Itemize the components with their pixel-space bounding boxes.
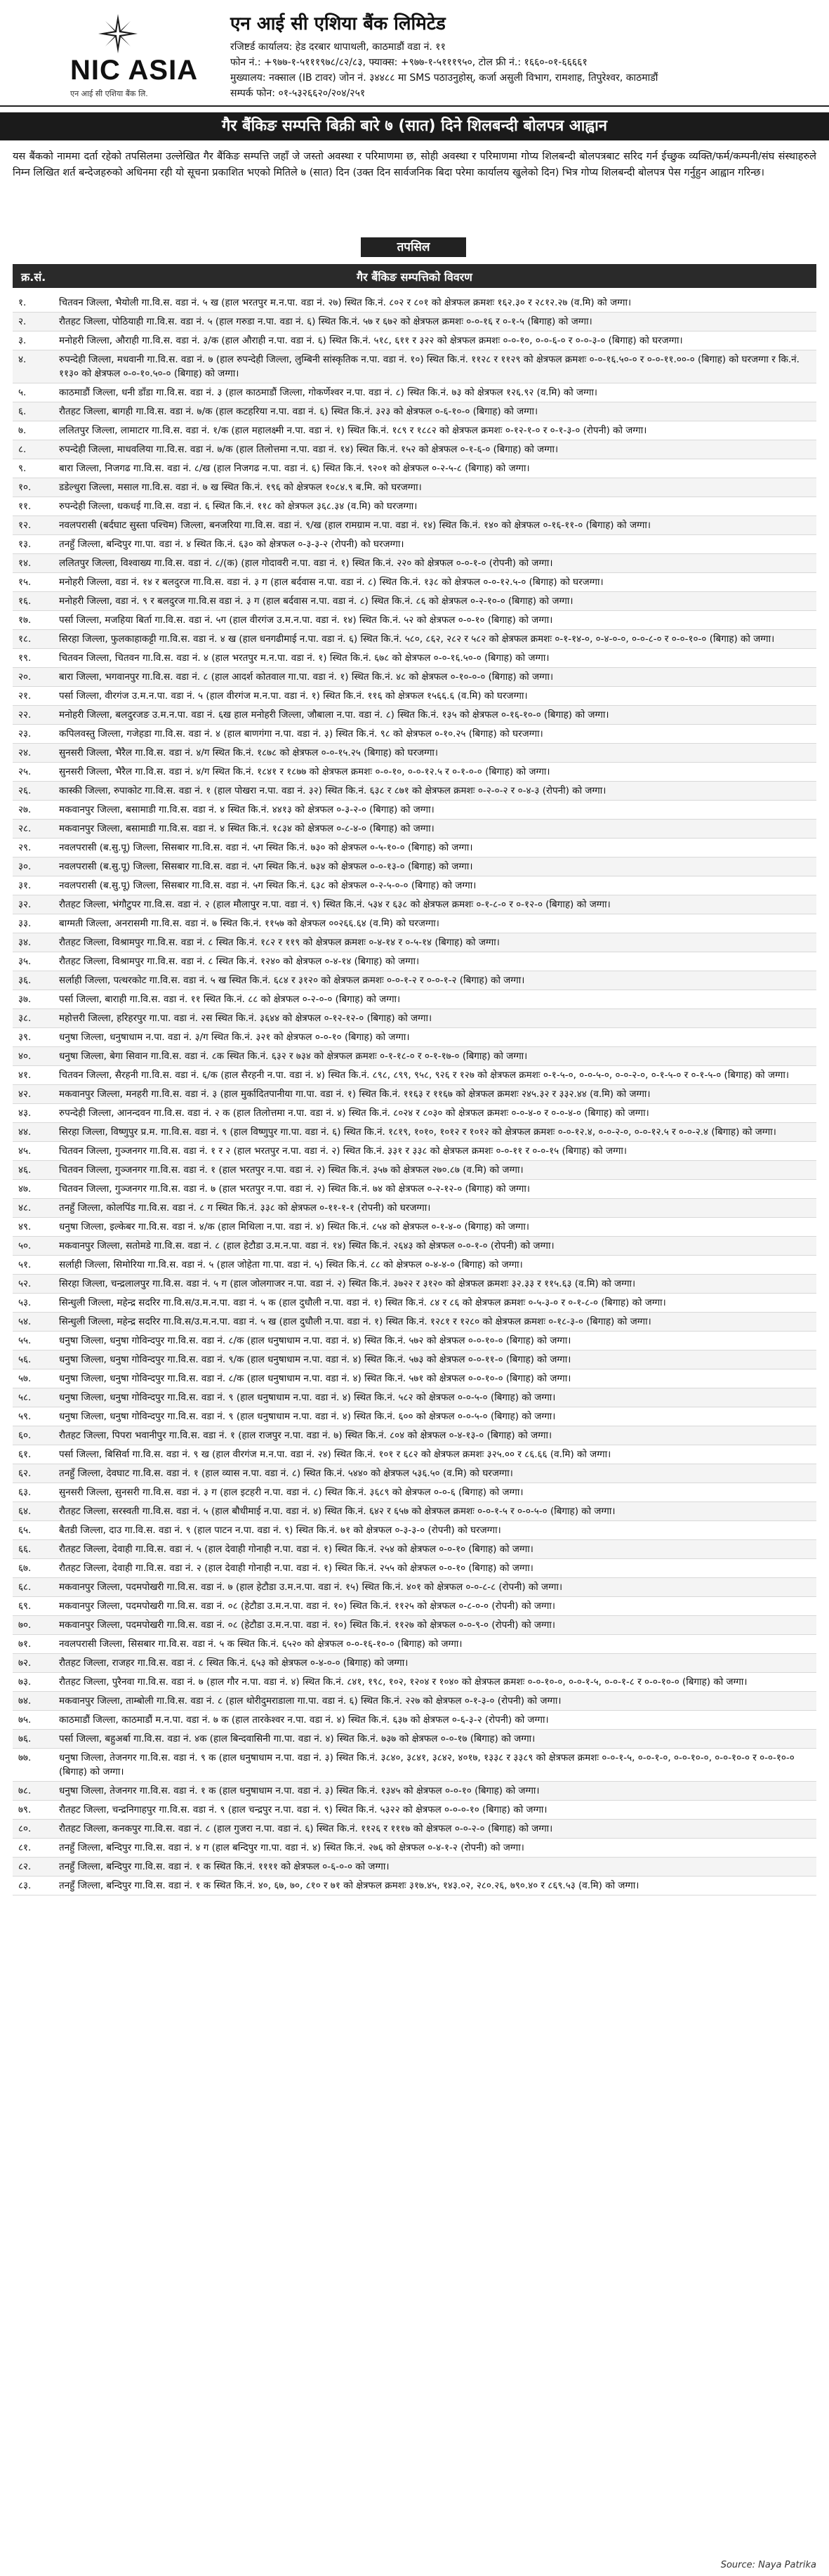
row-serial-number: ६०. bbox=[18, 1430, 32, 1441]
row-serial-number: ७०. bbox=[18, 1619, 32, 1631]
row-serial-number: ४१. bbox=[18, 1070, 32, 1081]
row-property-description: रुपन्देही जिल्ला, आनन्दवन गा.वि.स. वडा नं. २ क (हाल तिलोत्तमा न.पा. वडा नं. ४) स्थित कि.नं. ८०२४ र ८०३० को क्षेत्रफल क्रमशः ०-०-४-० र ०-०-४-० (बिगाह) को जग्गा। bbox=[59, 1108, 649, 1119]
row-serial-number: ७२. bbox=[18, 1657, 32, 1669]
table-row bbox=[13, 1877, 816, 1895]
row-serial-number: ४९. bbox=[18, 1221, 32, 1233]
row-property-description: रौतहट जिल्ला, पुरैनवा गा.वि.स. वडा नं. ७ (हाल गौर न.पा. वडा नं. ४) स्थित कि.नं. ८४१, १९८, १०२, १२०४ र १०४० को क्षेत्रफल क्रमशः ०-०-१०-०, ०-०-१-५, ०-०-१-८ र ०-०-१०-० (बिगाह) को जग्गा। bbox=[59, 1676, 748, 1688]
table-row bbox=[13, 706, 816, 725]
row-serial-number: ५६. bbox=[18, 1354, 32, 1365]
table-row bbox=[13, 1635, 816, 1654]
row-property-description: मकवानपुर जिल्ला, पदमपोखरी गा.वि.स. वडा नं. ०८ (हेटौडा उ.म.न.पा. वडा नं. १०) स्थित कि.नं. ११२७ को क्षेत्रफल ०-०-९-० (रोपनी) को जग्गा। bbox=[59, 1619, 556, 1631]
table-row bbox=[13, 1180, 816, 1199]
row-property-description: चितवन जिल्ला, गुञ्जनगर गा.वि.स. वडा नं. ७ (हाल भरतपुर न.पा. वडा नं. २) स्थित कि.नं. ७४ को क्षेत्रफल ०-२-१२-० (बिगाह) को जग्गा। bbox=[59, 1183, 530, 1195]
logo-subtitle: एन आई सी एशिया बैंक लि. bbox=[70, 89, 148, 98]
table-row bbox=[13, 1654, 816, 1673]
row-property-description: धनुषा जिल्ला, धनुषा गोविन्दपुर गा.वि.स. वडा नं. ९ (हाल धनुषाधाम न.पा. वडा नं. ४) स्थित कि.नं. ५८२ को क्षेत्रफल ०-०-५-० (बिगाह) को जग्गा। bbox=[59, 1392, 556, 1403]
phone-line: फोन नं.: +९७७-१-५१११९७८/८२/८३, फ्याक्स: +९७७-१-५१११९५०, टोल फ्री नं.: १६६०-०१-६६६६१ bbox=[230, 57, 588, 68]
table-row bbox=[13, 895, 816, 914]
table-row bbox=[13, 1730, 816, 1749]
row-property-description: रुपन्देही जिल्ला, धकधई गा.वि.स. वडा नं. ६ स्थित कि.नं. ११८ को क्षेत्रफल ३६८.३४ (व.मि) को घरजग्गा। bbox=[59, 501, 418, 512]
table-row bbox=[13, 801, 816, 820]
table-row bbox=[13, 478, 816, 497]
table-row bbox=[13, 1237, 816, 1256]
row-serial-number: ५१. bbox=[18, 1259, 32, 1270]
row-property-description: रौतहट जिल्ला, राजहर गा.वि.स. वडा नं. ८ स्थित कि.नं. ६५३ को क्षेत्रफल ०-४-०-० (बिगाह) को जग्गा। bbox=[59, 1657, 409, 1669]
row-property-description: तनहुँ जिल्ला, देवघाट गा.वि.स. वडा नं. १ (हाल व्यास न.पा. वडा नं. ८) स्थित कि.नं. ५४४० को क्षेत्रफल ५३६.५० (व.मि) को घरजग्गा। bbox=[59, 1468, 513, 1479]
row-serial-number: ६६. bbox=[18, 1544, 32, 1555]
row-serial-number: २८. bbox=[18, 823, 32, 834]
row-property-description: पर्सा जिल्ला, बाराही गा.वि.स. वडा नं. ११ स्थित कि.नं. ८८ को क्षेत्रफल ०-२-०-० (बिगाह) को जग्गा। bbox=[59, 994, 401, 1005]
table-row bbox=[13, 1711, 816, 1730]
row-property-description: नवलपरासी (ब.सु.पू) जिल्ला, सिसबार गा.वि.स. वडा नं. ५ग स्थित कि.नं. ६३८ को क्षेत्रफल ०-२-५-०-० (बिगाह) को जग्गा। bbox=[59, 880, 477, 891]
table-row bbox=[13, 1801, 816, 1820]
table-row bbox=[13, 1540, 816, 1559]
table-row bbox=[13, 573, 816, 592]
row-serial-number: ३५. bbox=[18, 956, 32, 967]
table-row bbox=[13, 383, 816, 402]
row-serial-number: ६३. bbox=[18, 1487, 32, 1498]
row-serial-number: ३६. bbox=[18, 975, 32, 986]
row-serial-number: ५३. bbox=[18, 1297, 32, 1308]
row-serial-number: ३४. bbox=[18, 937, 32, 948]
row-serial-number: २५. bbox=[18, 766, 32, 777]
row-serial-number: ३८. bbox=[18, 1013, 32, 1024]
row-serial-number: २९. bbox=[18, 842, 32, 853]
row-property-description: रुपन्देही जिल्ला, माधवलिया गा.वि.स. वडा नं. ७/क (हाल तिलोत्तमा न.पा. वडा नं. १४) स्थित कि.नं. १५२ को क्षेत्रफल ०-१-६-० (बिगाह) को जग्गा। bbox=[59, 444, 559, 455]
row-property-description: सिन्धुली जिल्ला, महेन्द्र सदरिर गा.वि.स/उ.म.न.पा. वडा नं. ५ क (हाल दुधौली न.पा. वडा नं. १) स्थित कि.नं. ८४ र ८६ को क्षेत्रफल क्रमशः ०-५-३-० र ०-१-८-० (बिगाह) को जग्गा। bbox=[59, 1297, 666, 1308]
row-property-description: रौतहट जिल्ला, कनकपुर गा.वि.स. वडा नं. ८ (हाल गुजरा न.पा. वडा नं. ६) स्थित कि.नं. ११२६ र १११७ को क्षेत्रफल ०-०-२-० (बिगाह) को जग्गा। bbox=[59, 1823, 553, 1834]
row-property-description: काठमाडौं जिल्ला, काठमाडौं म.न.पा. वडा नं. ७ क (हाल तारकेश्वर न.पा. वडा नं. ४) स्थित कि.नं. ६३७ को क्षेत्रफल ०-६-३-२ (रोपनी) को जग्गा। bbox=[59, 1714, 549, 1726]
row-property-description: बारा जिल्ला, भगवानपुर गा.वि.स. वडा नं. ८ (हाल आदर्श कोतवाल गा.पा. वडा नं. १) स्थित कि.नं. ४८ को क्षेत्रफल ०-१०-०-० (बिगाह) को जग्गा। bbox=[59, 671, 554, 683]
table-row bbox=[13, 744, 816, 763]
table-row bbox=[13, 1502, 816, 1521]
row-serial-number: ७३. bbox=[18, 1676, 32, 1688]
table-row bbox=[13, 857, 816, 876]
row-serial-number: ४०. bbox=[18, 1051, 32, 1062]
row-property-description: बाग्मती जिल्ला, अनरासमी गा.वि.स. वडा नं. ७ स्थित कि.नं. ११५७ को क्षेत्रफल ००२६६.६४ (व.मि) को घरजग्गा। bbox=[59, 918, 439, 929]
row-property-description: तनहुँ जिल्ला, कोलपिंड गा.वि.स. वडा नं. ८ ग स्थित कि.नं. ३३८ को क्षेत्रफल ०-११-१-१ (रोपनी) को घरजग्गा। bbox=[59, 1202, 431, 1214]
row-property-description: धनुषा जिल्ला, बेगा सिवान गा.वि.स. वडा नं. ८क स्थित कि.नं. ६३२ र ७३४ को क्षेत्रफल क्रमशः ०-१-१८-० र ०-१-१७-० (बिगाह) को जग्गा। bbox=[59, 1051, 528, 1062]
table-row bbox=[13, 1483, 816, 1502]
row-serial-number: ७१. bbox=[18, 1638, 32, 1650]
row-serial-number: ३३. bbox=[18, 918, 32, 929]
row-property-description: चितवन जिल्ला, गुञ्जनगर गा.वि.स. वडा नं. १ (हाल भरतपुर न.पा. वडा नं. २) स्थित कि.नं. ३५७ को क्षेत्रफल २७०.८७ (व.मि) को जग्गा। bbox=[59, 1164, 524, 1176]
row-serial-number: २०. bbox=[18, 671, 32, 683]
table-row bbox=[13, 933, 816, 952]
table-row bbox=[13, 611, 816, 630]
table-row bbox=[13, 1521, 816, 1540]
row-property-description: चितवन जिल्ला, भैयोली गा.वि.स. वडा नं. ५ ख (हाल भरतपुर म.न.पा. वडा नं. २७) स्थित कि.नं. ८०२ र ८०१ को क्षेत्रफल क्रमशः १६२.३० र २८१२.२७ (व.मि) को जग्गा। bbox=[59, 297, 632, 308]
row-property-description: तनहुँ जिल्ला, बन्दिपुर गा.वि.स. वडा नं. ४ ग (हाल बन्दिपुर गा.पा. वडा नं. ४) स्थित कि.नं. २७६ को क्षेत्रफल ०-४-१-२ (रोपनी) को जग्गा। bbox=[59, 1842, 524, 1853]
row-property-description: नवलपरासी जिल्ला, सिसबार गा.वि.स. वडा नं. ५ क स्थित कि.नं. ६५२० को क्षेत्रफल ०-०-१६-१०-० (बिगाह) को जग्गा। bbox=[59, 1638, 463, 1650]
row-property-description: मनोहरी जिल्ला, वडा नं. ९ र बलदुरज गा.वि.स वडा नं. ३ ग (हाल बर्दवास न.पा. वडा नं. ८) स्थित कि.नं. ८६ को क्षेत्रफल ०-२-१०-० (बिगाह) को जग्गा। bbox=[59, 596, 573, 607]
row-property-description: मकवानपुर जिल्ला, ताम्बोली गा.वि.स. वडा नं. ८ (हाल थोरीदुमराडाला गा.पा. वडा नं. ६) स्थित कि.नं. २२७ को क्षेत्रफल ०-१-३-० (रोपनी) को जग्गा। bbox=[59, 1695, 562, 1707]
column-header-serial: क्र.सं. bbox=[21, 270, 46, 284]
row-serial-number: ७९. bbox=[18, 1804, 32, 1815]
row-serial-number: ७. bbox=[18, 425, 27, 436]
row-serial-number: २२. bbox=[18, 709, 32, 721]
row-property-description: धनुषा जिल्ला, धनुषा गोविन्दपुर गा.वि.स. वडा नं. ९ (हाल धनुषाधाम न.पा. वडा नं. ४) स्थित कि.नं. ६०० को क्षेत्रफल ०-०-५-० (बिगाह) को जग्गा। bbox=[59, 1411, 556, 1422]
row-serial-number: ५४. bbox=[18, 1316, 32, 1327]
schedule-label: तपसिल bbox=[361, 237, 466, 257]
row-serial-number: २१. bbox=[18, 690, 32, 702]
row-property-description: नवलपरासी (बर्दघाट सुस्ता पश्चिम) जिल्ला, बनजरिया गा.वि.स. वडा नं. ९/ख (हाल रामग्राम न.पा. वडा नं. १४) स्थित कि.नं. १४० को क्षेत्रफल ०-१६-११-० (बिगाह) को जग्गा। bbox=[59, 520, 651, 531]
row-serial-number: ५८. bbox=[18, 1392, 32, 1403]
table-row bbox=[13, 313, 816, 331]
row-serial-number: ६७. bbox=[18, 1563, 32, 1574]
row-serial-number: ५. bbox=[18, 387, 27, 398]
row-property-description: मनोहरी जिल्ला, बलदुरजङ उ.म.न.पा. वडा नं. ६ख हाल मनोहरी जिल्ला, जौबाला न.पा. वडा नं. ८) स्थित कि.नं. १३५ को क्षेत्रफल ०-१६-१०-० (बिगाह) को जग्गा। bbox=[59, 709, 609, 721]
row-serial-number: ७७. bbox=[18, 1752, 32, 1763]
table-row bbox=[13, 1199, 816, 1218]
row-property-description: सर्लाही जिल्ला, सिमोरिया गा.वि.स. वडा नं. ५ (हाल जोहेता गा.पा. वडा नं. ५) स्थित कि.नं. ८८ को क्षेत्रफल ०-४-४-० (बिगाह) को जग्गा। bbox=[59, 1259, 523, 1270]
table-row bbox=[13, 402, 816, 421]
row-property-description: पर्सा जिल्ला, बिसिर्वा गा.वि.स. वडा नं. ९ ख (हाल वीरगंज म.न.पा. वडा नं. २४) स्थित कि.नं. १०१ र ६८२ को क्षेत्रफल क्रमशः ३२५.०० र ८६.६६ (व.मि) को जग्गा। bbox=[59, 1449, 611, 1460]
notice-title: गैर बैंकिङ सम्पत्ति बिक्री बारे ७ (सात) दिने शिलबन्दी बोलपत्र आह्वान bbox=[0, 112, 829, 140]
row-property-description: रौतहट जिल्ला, पोठियाही गा.वि.स. वडा नं. ५ (हाल गरुडा न.पा. वडा नं. ६) स्थित कि.नं. ५७ र ६७२ को क्षेत्रफल क्रमशः ०-०-१६ र ०-१-५ (बिगाह) को जग्गा। bbox=[59, 316, 592, 327]
table-row bbox=[13, 725, 816, 744]
row-property-description: सिन्धुली जिल्ला, महेन्द्र सदरिर गा.वि.स/उ.म.न.पा. वडा नं. ५ ख (हाल दुधौली न.पा. वडा नं. १) स्थित कि.नं. १२८१ र १२८० को क्षेत्रफल क्रमशः ०-१८-३-० (बिगाह) को जग्गा। bbox=[59, 1316, 651, 1327]
table-row bbox=[13, 1047, 816, 1066]
row-serial-number: ६४. bbox=[18, 1506, 32, 1517]
row-serial-number: ३०. bbox=[18, 861, 32, 872]
table-row bbox=[13, 1559, 816, 1578]
row-property-description: धनुषा जिल्ला, धनुषा गोविन्दपुर गा.वि.स. वडा नं. ८/क (हाल धनुषाधाम न.पा. वडा नं. ४) स्थित कि.नं. ५७१ को क्षेत्रफल ०-०-१०-० (बिगाह) को जग्गा। bbox=[59, 1373, 571, 1384]
row-property-description: सिरहा जिल्ला, विष्णुपुर प्र.म. गा.वि.स. वडा नं. ९ (हाल विष्णुपुर गा.पा. वडा नं. ६) स्थित कि.नं. १८१९, १०१०, १०१२ र १०१२ को क्षेत्रफल क्रमशः ०-०-१२.४, ०-०-२-०, ०-०-१२.५ र ०-०-२.४ (बिगाह) को जग्गा। bbox=[59, 1126, 776, 1138]
row-property-description: मकवानपुर जिल्ला, मनहरी गा.वि.स. वडा नं. ३ (हाल मुर्कादितपानीया गा.पा. वडा नं. १) स्थित कि.नं. ११६३ र ११६७ को क्षेत्रफल क्रमशः २४५.३२ र ३३२.४४ (व.मि) को जग्गा। bbox=[59, 1089, 651, 1100]
row-serial-number: १९. bbox=[18, 652, 32, 664]
row-serial-number: ८१. bbox=[18, 1842, 32, 1853]
star-logo-icon bbox=[97, 13, 139, 55]
table-row bbox=[13, 1839, 816, 1858]
contact-line: सम्पर्क फोन: ०१-५३२६६२०/२०४/२५१ bbox=[230, 88, 366, 99]
table-row bbox=[13, 1332, 816, 1351]
table-row bbox=[13, 782, 816, 801]
table-row bbox=[13, 1009, 816, 1028]
table-row bbox=[13, 1820, 816, 1839]
row-property-description: मकवानपुर जिल्ला, पदमपोखरी गा.वि.स. वडा नं. ०८ (हेटौडा उ.म.न.पा. वडा नं. १०) स्थित कि.नं. ११२५ को क्षेत्रफल ०-८-०-० (रोपनी) को जग्गा। bbox=[59, 1601, 556, 1612]
table-row bbox=[13, 1692, 816, 1711]
row-property-description: सिरहा जिल्ला, फुलकाहाकट्टी गा.वि.स. वडा नं. ४ ख (हाल धनगढीमाई न.पा. वडा नं. ६) स्थित कि.नं. ५८०, ८६२, २८२ र ५८२ को क्षेत्रफल क्रमशः ०-१-१४-०, ०-४-०-०, ०-०-८-० र ०-०-१०-० (बिगाह) को जग्गा। bbox=[59, 633, 775, 645]
row-property-description: तनहुँ जिल्ला, बन्दिपुर गा.वि.स. वडा नं. १ क स्थित कि.नं. ११११ को क्षेत्रफल ०-६-०-० को जग्गा। bbox=[59, 1861, 390, 1872]
table-row bbox=[13, 687, 816, 706]
row-property-description: पर्सा जिल्ला, बहुअर्बा गा.वि.स. वडा नं. ४क (हाल बिन्दवासिनी गा.पा. वडा नं. ४) स्थित कि.नं. ७३७ को क्षेत्रफल ०-०-१७ (बिगाह) को जग्गा। bbox=[59, 1733, 536, 1744]
row-property-description: सुनसरी जिल्ला, भैरैल गा.वि.स. वडा नं. ४/ग स्थित कि.नं. १८७८ को क्षेत्रफल ०-०-१५.२५ (बिगाह) को घरजग्गा। bbox=[59, 747, 439, 758]
table-row bbox=[13, 1858, 816, 1877]
row-property-description: नवलपरासी (ब.सु.पू) जिल्ला, सिसबार गा.वि.स. वडा नं. ५ग स्थित कि.नं. ७३४ को क्षेत्रफल ०-०-१३-० (बिगाह) को जग्गा। bbox=[59, 861, 473, 872]
row-serial-number: ५५. bbox=[18, 1335, 32, 1346]
row-property-description: डडेल्धुरा जिल्ला, मसाल गा.वि.स. वडा नं. ७ ख स्थित कि.नं. १९६ को क्षेत्रफल १०८४.९ ब.मि. को घरजग्गा। bbox=[59, 482, 422, 493]
table-row bbox=[13, 1388, 816, 1407]
bank-info bbox=[230, 10, 806, 101]
source-credit: Source: Naya Patrika bbox=[720, 2560, 816, 2570]
row-serial-number: ४३. bbox=[18, 1108, 32, 1119]
table-row bbox=[13, 1256, 816, 1275]
table-row bbox=[13, 1104, 816, 1123]
row-serial-number: ४८. bbox=[18, 1202, 32, 1214]
row-serial-number: ४७. bbox=[18, 1183, 32, 1195]
row-property-description: रौतहट जिल्ला, देवाही गा.वि.स. वडा नं. २ (हाल देवाही गोनाही न.पा. वडा नं. १) स्थित कि.नं. २५५ को क्षेत्रफल ०-०-१० (बिगाह) को जग्गा। bbox=[59, 1563, 533, 1574]
row-serial-number: ८३. bbox=[18, 1880, 32, 1891]
table-row bbox=[13, 1445, 816, 1464]
row-serial-number: ३९. bbox=[18, 1032, 32, 1043]
row-property-description: धनुषा जिल्ला, इल्केबर गा.वि.स. वडा नं. ४/क (हाल मिथिला न.पा. वडा नं. ४) स्थित कि.नं. ८५४ को क्षेत्रफल ०-१-४-० (बिगाह) को जग्गा। bbox=[59, 1221, 530, 1233]
row-property-description: तनहुँ जिल्ला, बन्दिपुर गा.वि.स. वडा नं. १ क स्थित कि.नं. ४०, ६७, ७०, ८१० र ७१ को क्षेत्रफल क्रमशः ३१७.४५, १४३.०२, २८०.२६, ७९०.४० र ८६९.५३ (व.मि) को जग्गा। bbox=[59, 1880, 639, 1891]
row-serial-number: १३. bbox=[18, 539, 32, 550]
row-serial-number: ५७. bbox=[18, 1373, 32, 1384]
row-serial-number: ६२. bbox=[18, 1468, 32, 1479]
row-serial-number: ६९. bbox=[18, 1601, 32, 1612]
row-property-description: रौतहट जिल्ला, विश्रामपुर गा.वि.स. वडा नं. ८ स्थित कि.नं. १२४० को क्षेत्रफल ०-४-१४ (बिगाह) को जग्गा। bbox=[59, 956, 420, 967]
table-row bbox=[13, 990, 816, 1009]
department-line: मुख्यालय: नक्साल (IB टावर) जोन नं. ३४४८८ मा SMS पठाउनुहोस्, कर्जा असुली विभाग, रामशाह, तिपुरेश्वर, काठमाडौं bbox=[230, 72, 658, 84]
table-row bbox=[13, 535, 816, 554]
table-row bbox=[13, 294, 816, 313]
table-row bbox=[13, 971, 816, 990]
row-serial-number: ८. bbox=[18, 444, 27, 455]
logo-text: NIC ASIA bbox=[70, 55, 199, 86]
row-property-description: बारा जिल्ला, निजगढ गा.वि.स. वडा नं. ८/ख (हाल निजगढ न.पा. वडा नं. ६) स्थित कि.नं. ९२०१ को क्षेत्रफल ०-२-५-८ (बिगाह) को जग्गा। bbox=[59, 463, 530, 474]
notice-intro: यस बैंकको नाममा दर्ता रहेको तपसिलमा उल्लेखित गैर बैंकिङ सम्पत्ति जहाँ जे जस्तो अवस्था र परिमाणमा छ, सोही अवस्था र परिमाणमा गोप्य शिलबन्दी बोलपत्रबाट सरिद गर्न ईच्छुक व्यक्ति/फर्म/कम्पनी/संघ संस्थाहरुले निम्न लिखित शर्त बन्देजहरुको अधिनमा रही यो सूचना प्रकाशित भएको मितिले ७ (सात) दिन (उक्त दिन सार्वजनिक बिदा परेमा कार्यालय खुलेको दिन) भित्र गोप्य शिलबन्दी बोलपत्र पेस गर्नुहुन आह्वान गरिन्छ। bbox=[13, 151, 816, 178]
table-row bbox=[13, 1123, 816, 1142]
row-property-description: ललितपुर जिल्ला, विश्वाख्य गा.वि.स. वडा नं. ८/(क) (हाल गोदावरी न.पा. वडा नं. १) स्थित कि.नं. २२० को क्षेत्रफल ०-०-१-० (रोपनी) को जग्गा। bbox=[59, 558, 553, 569]
table-row bbox=[13, 350, 816, 383]
row-serial-number: ८०. bbox=[18, 1823, 32, 1834]
table-row bbox=[13, 1578, 816, 1597]
row-property-description: रौतहट जिल्ला, पिपरा भवानीपुर गा.वि.स. वडा नं. १ (हाल राजपुर न.पा. वडा नं. ७) स्थित कि.नं. ८०४ को क्षेत्रफल ०-४-१३-० (बिगाह) को जग्गा। bbox=[59, 1430, 552, 1441]
row-property-description: पर्सा जिल्ला, वीरगंज उ.म.न.पा. वडा नं. ५ (हाल वीरगंज म.न.पा. वडा नं. १) स्थित कि.नं. ११६ को क्षेत्रफल १५६६.६ (व.मि) को घरजग्गा। bbox=[59, 690, 528, 702]
row-serial-number: ४४. bbox=[18, 1126, 32, 1138]
row-property-description: मकवानपुर जिल्ला, पदमपोखरी गा.वि.स. वडा नं. ७ (हाल हेटौडा उ.म.न.पा. वडा नं. १५) स्थित कि.नं. ४०१ को क्षेत्रफल ०-०-८-८ (रोपनी) को जग्गा। bbox=[59, 1582, 563, 1593]
row-serial-number: १६. bbox=[18, 596, 32, 607]
row-serial-number: ३. bbox=[18, 335, 27, 346]
table-row bbox=[13, 459, 816, 478]
row-serial-number: २७. bbox=[18, 804, 32, 815]
table-row bbox=[13, 1616, 816, 1635]
row-serial-number: ७६. bbox=[18, 1733, 32, 1744]
row-property-description: चितवन जिल्ला, सैरहनी गा.वि.स. वडा नं. ६/क (हाल सैरहनी न.पा. वडा नं. ४) स्थित कि.नं. ८९८, ८९९, ९५८, ९२६ र १२७ को क्षेत्रफल क्रमशः ०-१-५-०, ०-०-५-०, ०-०-२-०, ०-१-५-० र ०-१-५-० (बिगाह) को जग्गा। bbox=[59, 1070, 789, 1081]
table-row bbox=[13, 763, 816, 782]
table-header bbox=[13, 264, 816, 288]
table-row bbox=[13, 668, 816, 687]
row-serial-number: ५९. bbox=[18, 1411, 32, 1422]
row-serial-number: २. bbox=[18, 316, 27, 327]
office-address: रजिष्टर्ड कार्यालय: हेड दरबार थापाथली, काठमाडौं वडा नं. ११ bbox=[230, 41, 446, 53]
row-property-description: धनुषा जिल्ला, तेजनगर गा.वि.स. वडा नं. १ क (हाल धनुषाधाम न.पा. वडा नं. ३) स्थित कि.नं. १३४५ को क्षेत्रफल ०-०-१० (बिगाह) को जग्गा। bbox=[59, 1785, 540, 1796]
table-row bbox=[13, 1351, 816, 1369]
row-serial-number: १०. bbox=[18, 482, 32, 493]
row-property-description: रुपन्देही जिल्ला, मधवानी गा.वि.स. वडा नं. ७ (हाल रुपन्देही जिल्ला, लुम्बिनी सांस्कृतिक न.पा. वडा नं. १०) स्थित कि.नं. ११२८ र ११२९ को क्षेत्रफल क्रमशः ०-०-१६.५०-० र ०-०-११.००-० (बिगाह) को घरजग्गा र कि.नं. ११३० को क्षेत्रफल ०-०-१०.५०-० (बिगाह) को जग्गा। bbox=[59, 354, 800, 379]
row-serial-number: ४. bbox=[18, 354, 27, 365]
property-list bbox=[13, 294, 816, 1895]
row-serial-number: ६. bbox=[18, 406, 27, 417]
table-row bbox=[13, 1028, 816, 1047]
table-row bbox=[13, 1066, 816, 1085]
row-serial-number: ९. bbox=[18, 463, 27, 474]
table-row bbox=[13, 421, 816, 440]
row-serial-number: ७५. bbox=[18, 1714, 32, 1726]
row-serial-number: १८. bbox=[18, 633, 32, 645]
table-row bbox=[13, 649, 816, 668]
row-serial-number: २४. bbox=[18, 747, 32, 758]
row-serial-number: ७४. bbox=[18, 1695, 32, 1707]
table-row bbox=[13, 1673, 816, 1692]
row-serial-number: २३. bbox=[18, 728, 32, 740]
table-row bbox=[13, 331, 816, 350]
table-row bbox=[13, 1085, 816, 1104]
row-serial-number: १७. bbox=[18, 615, 32, 626]
row-property-description: नवलपरासी (ब.सु.पू) जिल्ला, सिसबार गा.वि.स. वडा नं. ५ग स्थित कि.नं. ७३० को क्षेत्रफल ०-५-१०-० (बिगाह) को जग्गा। bbox=[59, 842, 473, 853]
table-row bbox=[13, 1161, 816, 1180]
row-property-description: सर्लाही जिल्ला, पत्थरकोट गा.वि.स. वडा नं. ५ ख स्थित कि.नं. ६८४ र ३१२० को क्षेत्रफल क्रमशः ०-०-१-२ र ०-०-१-२ (बिगाह) को जग्गा। bbox=[59, 975, 525, 986]
table-row bbox=[13, 1313, 816, 1332]
table-row bbox=[13, 516, 816, 535]
row-property-description: सिरहा जिल्ला, चन्द्रलालपुर गा.वि.स. वडा नं. ५ ग (हाल जोलगाजर न.पा. वडा नं. २) स्थित कि.नं. ३७२२ र ३१२० को क्षेत्रफल क्रमशः ३२.३३ र ११५.६३ (व.मि) को जग्गा। bbox=[59, 1278, 636, 1289]
table-row bbox=[13, 1464, 816, 1483]
row-property-description: धनुषा जिल्ला, धनुषा गोविन्दपुर गा.वि.स. वडा नं. ९/क (हाल धनुषाधाम न.पा. वडा नं. ४) स्थित कि.नं. ५७३ को क्षेत्रफल ०-०-११-० (बिगाह) को जग्गा। bbox=[59, 1354, 571, 1365]
row-property-description: रौतहट जिल्ला, देवाही गा.वि.स. वडा नं. ५ (हाल देवाही गोनाही न.पा. वडा नं. १) स्थित कि.नं. २५४ को क्षेत्रफल ०-०-१० (बिगाह) को जग्गा। bbox=[59, 1544, 533, 1555]
row-serial-number: २६. bbox=[18, 785, 32, 796]
table-row bbox=[13, 1218, 816, 1237]
row-property-description: बैतडी जिल्ला, दाउ गा.वि.स. वडा नं. ९ (हाल पाटन न.पा. वडा नं. ९) स्थित कि.नं. ७१ को क्षेत्रफल ०-३-३-० (रोपनी) को घरजग्गा। bbox=[59, 1525, 501, 1536]
row-property-description: महोत्तरी जिल्ला, हरिहरपुर गा.पा. वडा नं. २स स्थित कि.नं. ३६४४ को क्षेत्रफल ०-१२-१२-० (बिगाह) को जग्गा। bbox=[59, 1013, 432, 1024]
table-row bbox=[13, 554, 816, 573]
row-property-description: धनुषा जिल्ला, धनुषा गोविन्दपुर गा.वि.स. वडा नं. ८/क (हाल धनुषाधाम न.पा. वडा नं. ४) स्थित कि.नं. ५७२ को क्षेत्रफल ०-०-१०-० (बिगाह) को जग्गा। bbox=[59, 1335, 571, 1346]
table-row bbox=[13, 592, 816, 611]
table-row bbox=[13, 876, 816, 895]
row-serial-number: ४६. bbox=[18, 1164, 32, 1176]
row-property-description: मकवानपुर जिल्ला, बसामाडी गा.वि.स. वडा नं. ४ स्थित कि.नं. १८३४ को क्षेत्रफल ०-८-४-० (बिगाह) को जग्गा। bbox=[59, 823, 435, 834]
row-property-description: रौतहट जिल्ला, विश्रामपुर गा.वि.स. वडा नं. ८ स्थित कि.नं. १८२ र ११९ को क्षेत्रफल क्रमशः ०-४-१४ र ०-५-१४ (बिगाह) को जग्गा। bbox=[59, 937, 500, 948]
row-property-description: रौतहट जिल्ला, सरस्वती गा.वि.स. वडा नं. ५ (हाल बौधीमाई न.पा. वडा नं. ४) स्थित कि.नं. ६४२ र ६५७ को क्षेत्रफल क्रमशः ०-०-१-५ र ०-०-५-० (बिगाह) को जग्गा। bbox=[59, 1506, 616, 1517]
row-property-description: कपिलवस्तु जिल्ला, गजेहडा गा.वि.स. वडा नं. ४ (हाल बाणगंगा न.पा. वडा नं. ३) स्थित कि.नं. ९८ को क्षेत्रफल ०-१०.२५ (बिगाह) को घरजग्गा। bbox=[59, 728, 543, 740]
row-property-description: मकवानपुर जिल्ला, बसामाडी गा.वि.स. वडा नं. ४ स्थित कि.नं. ४४१३ को क्षेत्रफल ०-३-२-० (बिगाह) को जग्गा। bbox=[59, 804, 435, 815]
table-row bbox=[13, 1426, 816, 1445]
table-row bbox=[13, 630, 816, 649]
row-property-description: मनोहरी जिल्ला, औराही गा.वि.स. वडा नं. ३/क (हाल औराही न.पा. वडा नं. ६) स्थित कि.नं. ५१८, ६११ र ३२२ को क्षेत्रफल क्रमशः ०-०-१०, ०-०-६-० र ०-०-३-० (बिगाह) को घरजग्गा। bbox=[59, 335, 683, 346]
table-row bbox=[13, 1275, 816, 1294]
table-row bbox=[13, 914, 816, 933]
table-row bbox=[13, 440, 816, 459]
row-serial-number: १२. bbox=[18, 520, 32, 531]
row-serial-number: १५. bbox=[18, 577, 32, 588]
row-serial-number: ८२. bbox=[18, 1861, 32, 1872]
row-property-description: धनुषा जिल्ला, तेजनगर गा.वि.स. वडा नं. ९ क (हाल धनुषाधाम न.पा. वडा नं. ३) स्थित कि.नं. ३८४०, ३८४१, ३८४२, ४०१७, १३३८ र ३३८९ को क्षेत्रफल क्रमशः ०-०-१-५, ०-०-१-०, ०-०-१०-०, ०-०-१०-० र ०-०-१०-० (बिगाह) को जग्गा। bbox=[59, 1752, 795, 1777]
row-serial-number: ६५. bbox=[18, 1525, 32, 1536]
row-property-description: ललितपुर जिल्ला, लामाटार गा.वि.स. वडा नं. १/क (हाल महालक्ष्मी न.पा. वडा नं. १) स्थित कि.नं. १८९ र १८८२ को क्षेत्रफल क्रमशः ०-१२-१-० र ०-१-३-० (रोपनी) को जग्गा। bbox=[59, 425, 647, 436]
row-property-description: चितवन जिल्ला, गुञ्जनगर गा.वि.स. वडा नं. १ र २ (हाल भरतपुर न.पा. वडा नं. २) स्थित कि.नं. ३३१ र ३३८ को क्षेत्रफल क्रमशः ०-०-११ र ०-०-१५ (बिगाह) को जग्गा। bbox=[59, 1145, 627, 1157]
table-row bbox=[13, 1369, 816, 1388]
row-serial-number: ५२. bbox=[18, 1278, 32, 1289]
row-property-description: सुनसरी जिल्ला, सुनसरी गा.वि.स. वडा नं. ३ ग (हाल इटहरी न.पा. वडा नं. ८) स्थित कि.नं. ३६८९ को क्षेत्रफल ०-०-६ (बिगाह) को जग्गा। bbox=[59, 1487, 524, 1498]
row-serial-number: ११. bbox=[18, 501, 32, 512]
row-property-description: तनहुँ जिल्ला, बन्दिपुर गा.पा. वडा नं. ४ स्थित कि.नं. ६३० को क्षेत्रफल ०-३-३-२ (रोपनी) को घरजग्गा। bbox=[59, 539, 404, 550]
row-property-description: मनोहरी जिल्ला, वडा नं. १४ र बलदुरज गा.वि.स. वडा नं. ३ ग (हाल बर्दवास न.पा. वडा नं. ८) स्थित कि.नं. १३८ को क्षेत्रफल ०-०-१२.५-० (बिगाह) को घरजग्गा। bbox=[59, 577, 604, 588]
row-property-description: रौतहट जिल्ला, चन्द्रनिगाहपुर गा.वि.स. वडा नं. ९ (हाल चन्द्रपुर न.पा. वडा नं. ९) स्थित कि.नं. ५३२२ को क्षेत्रफल ०-०-०-१० (बिगाह) को जग्गा। bbox=[59, 1804, 548, 1815]
table-row bbox=[13, 952, 816, 971]
row-property-description: रौतहट जिल्ला, बागही गा.वि.स. वडा नं. ७/क (हाल कटहरिया न.पा. वडा नं. ६) स्थित कि.नं. ३२३ को क्षेत्रफल ०-६-१०-० (बिगाह) को जग्गा। bbox=[59, 406, 538, 417]
row-property-description: कास्की जिल्ला, रुपाकोट गा.वि.स. वडा नं. १ (हाल पोखरा न.पा. वडा नं. ३२) स्थित कि.नं. ६३८ र ८७१ को क्षेत्रफल क्रमशः ०-२-०-२ र ०-४-३ (रोपनी) को जग्गा। bbox=[59, 785, 606, 796]
table-row bbox=[13, 1142, 816, 1161]
bank-header bbox=[0, 0, 829, 107]
column-header-description: गैर बैंकिङ सम्पत्तिको विवरण bbox=[357, 270, 472, 284]
table-row bbox=[13, 1294, 816, 1313]
table-row bbox=[13, 839, 816, 857]
row-property-description: सुनसरी जिल्ला, भैरैल गा.वि.स. वडा नं. ४/ग स्थित कि.नं. १८४१ र १८७७ को क्षेत्रफल क्रमशः ०-०-१०, ०-०-१२.५ र ०-१-०-० (बिगाह) को जग्गा। bbox=[59, 766, 550, 777]
row-property-description: पर्सा जिल्ला, मजहिया बिर्ता गा.वि.स. वडा नं. ५ग (हाल वीरगंज उ.म.न.पा. वडा नं. १४) स्थित कि.नं. ५२ को क्षेत्रफल ०-०-१० (बिगाह) को जग्गा। bbox=[59, 615, 553, 626]
row-serial-number: ६१. bbox=[18, 1449, 32, 1460]
row-serial-number: १. bbox=[18, 297, 27, 308]
row-serial-number: ४२. bbox=[18, 1089, 32, 1100]
table-row bbox=[13, 1597, 816, 1616]
table-row bbox=[13, 497, 816, 516]
row-property-description: चितवन जिल्ला, चितवन गा.वि.स. वडा नं. ४ (हाल भरतपुर म.न.पा. वडा नं. १) स्थित कि.नं. ६७८ को क्षेत्रफल ०-०-१६.५०-० (बिगाह) को जग्गा। bbox=[59, 652, 550, 664]
row-property-description: रौतहट जिल्ला, भंगौटुपर गा.वि.स. वडा नं. २ (हाल मौलापुर न.पा. वडा नं. ९) स्थित कि.नं. ५३४ र ६३८ को क्षेत्रफल क्रमशः ०-१-८-० र ०-१२-० (बिगाह) को जग्गा। bbox=[59, 899, 611, 910]
table-row bbox=[13, 1749, 816, 1782]
row-serial-number: ३७. bbox=[18, 994, 32, 1005]
row-serial-number: ३२. bbox=[18, 899, 32, 910]
row-property-description: काठमाडौं जिल्ला, धनी डाँडा गा.वि.स. वडा नं. ३ (हाल काठमाडौं जिल्ला, गोकर्णेश्वर न.पा. वडा नं. ८) स्थित कि.नं. ७३ को क्षेत्रफल १२६.९२ (व.मि) को जग्गा। bbox=[59, 387, 598, 398]
table-row bbox=[13, 820, 816, 839]
row-serial-number: ६८. bbox=[18, 1582, 32, 1593]
row-serial-number: ४५. bbox=[18, 1145, 32, 1157]
table-row bbox=[13, 1407, 816, 1426]
row-property-description: धनुषा जिल्ला, धनुषाधाम न.पा. वडा नं. ३/ग स्थित कि.नं. ३२१ को क्षेत्रफल ०-०-१० (बिगाह) को जग्गा। bbox=[59, 1032, 410, 1043]
row-serial-number: १४. bbox=[18, 558, 32, 569]
table-row bbox=[13, 1782, 816, 1801]
row-serial-number: ३१. bbox=[18, 880, 32, 891]
row-property-description: मकवानपुर जिल्ला, सतोमडे गा.वि.स. वडा नं. ८ (हाल हेटौडा उ.म.न.पा. वडा नं. १४) स्थित कि.नं. २६४३ को क्षेत्रफल ०-०-१-० (रोपनी) को जग्गा। bbox=[59, 1240, 555, 1251]
bank-logo bbox=[70, 13, 218, 97]
row-serial-number: ७८. bbox=[18, 1785, 32, 1796]
bank-name: एन आई सी एशिया बैंक लिमिटेड bbox=[230, 13, 446, 34]
row-serial-number: ५०. bbox=[18, 1240, 32, 1251]
